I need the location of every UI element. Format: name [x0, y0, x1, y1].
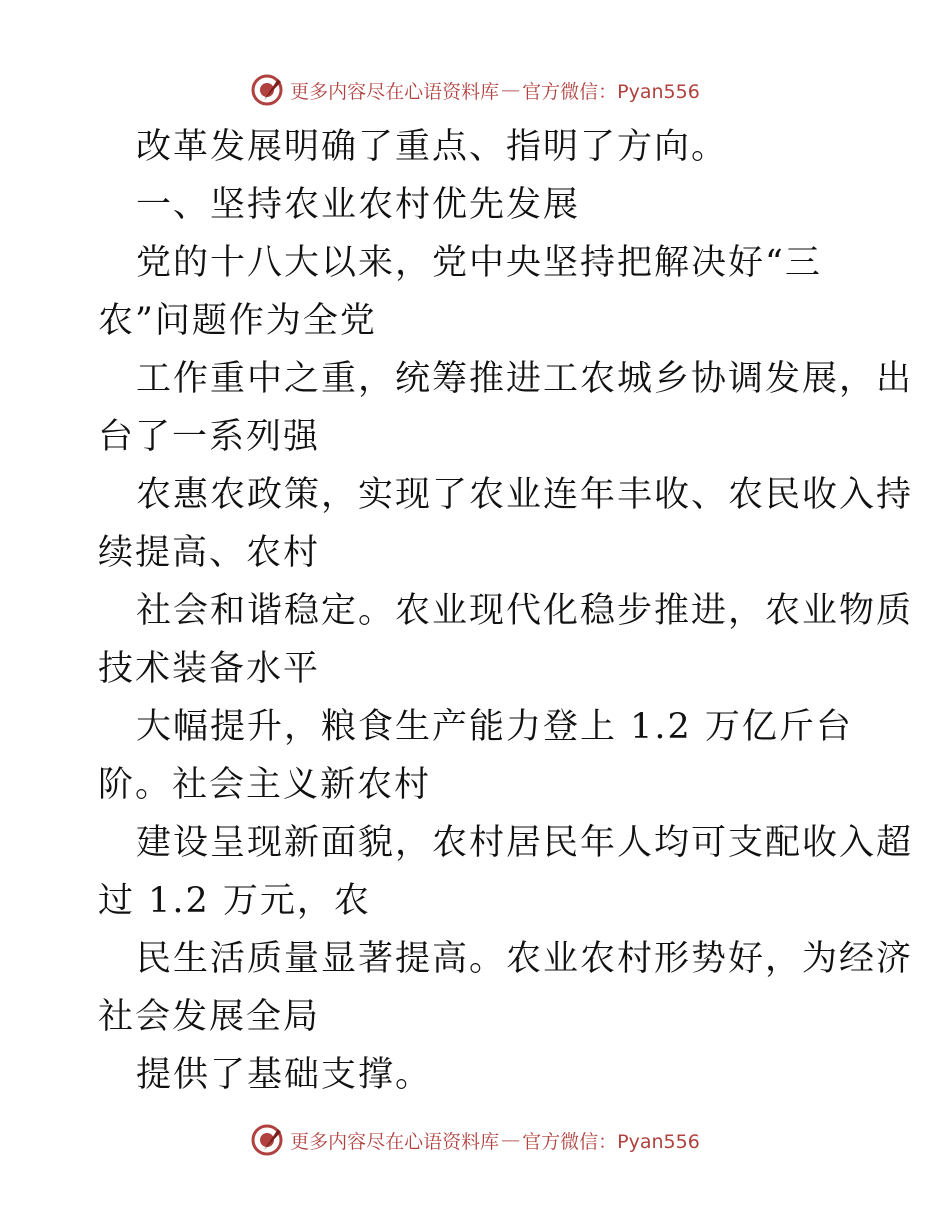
text-line: 农”问题作为全党 [98, 301, 377, 341]
text-line: 台了一系列强 [98, 417, 321, 457]
text-line: 续提高、农村 [98, 533, 321, 573]
watermark-contact: 官方微信：Pyan556 [522, 1130, 700, 1153]
text-line: 民生活质量显著提高。农业农村形势好，为经济 [136, 939, 914, 979]
watermark-text: 更多内容尽在心语资料库 [290, 1130, 500, 1153]
text-line: 过 1.2 万元，农 [98, 881, 371, 921]
text-line: 社会发展全局 [98, 997, 321, 1037]
text-line: 社会和谐稳定。农业现代化稳步推进，农业物质 [136, 591, 914, 631]
watermark-text: 更多内容尽在心语资料库 [290, 80, 500, 103]
text-line: 改革发展明确了重点、指明了方向。 [136, 127, 729, 167]
text-line: 阶。社会主义新农村 [98, 765, 432, 805]
watermark-contact: 官方微信：Pyan556 [522, 80, 700, 103]
watermark-separator: — [501, 79, 521, 101]
text-line: 农惠农政策，实现了农业连年丰收、农民收入持 [136, 475, 914, 515]
text-line: 技术装备水平 [98, 649, 321, 689]
text-line: 大幅提升，粮食生产能力登上 1.2 万亿斤台 [136, 707, 853, 747]
logo-icon [250, 73, 284, 107]
document-body [98, 118, 914, 1104]
logo-icon [250, 1123, 284, 1157]
header-watermark [0, 70, 950, 110]
text-line: 建设呈现新面貌，农村居民年人均可支配收入超 [136, 823, 914, 863]
text-line: 党的十八大以来，党中央坚持把解决好“三 [136, 243, 822, 283]
text-line: 提供了基础支撑。 [136, 1055, 433, 1095]
footer-watermark [0, 1120, 950, 1160]
watermark-separator: — [501, 1129, 521, 1151]
section-heading: 一、坚持农业农村优先发展 [136, 185, 581, 225]
text-line: 工作重中之重，统筹推进工农城乡协调发展，出 [136, 359, 914, 399]
